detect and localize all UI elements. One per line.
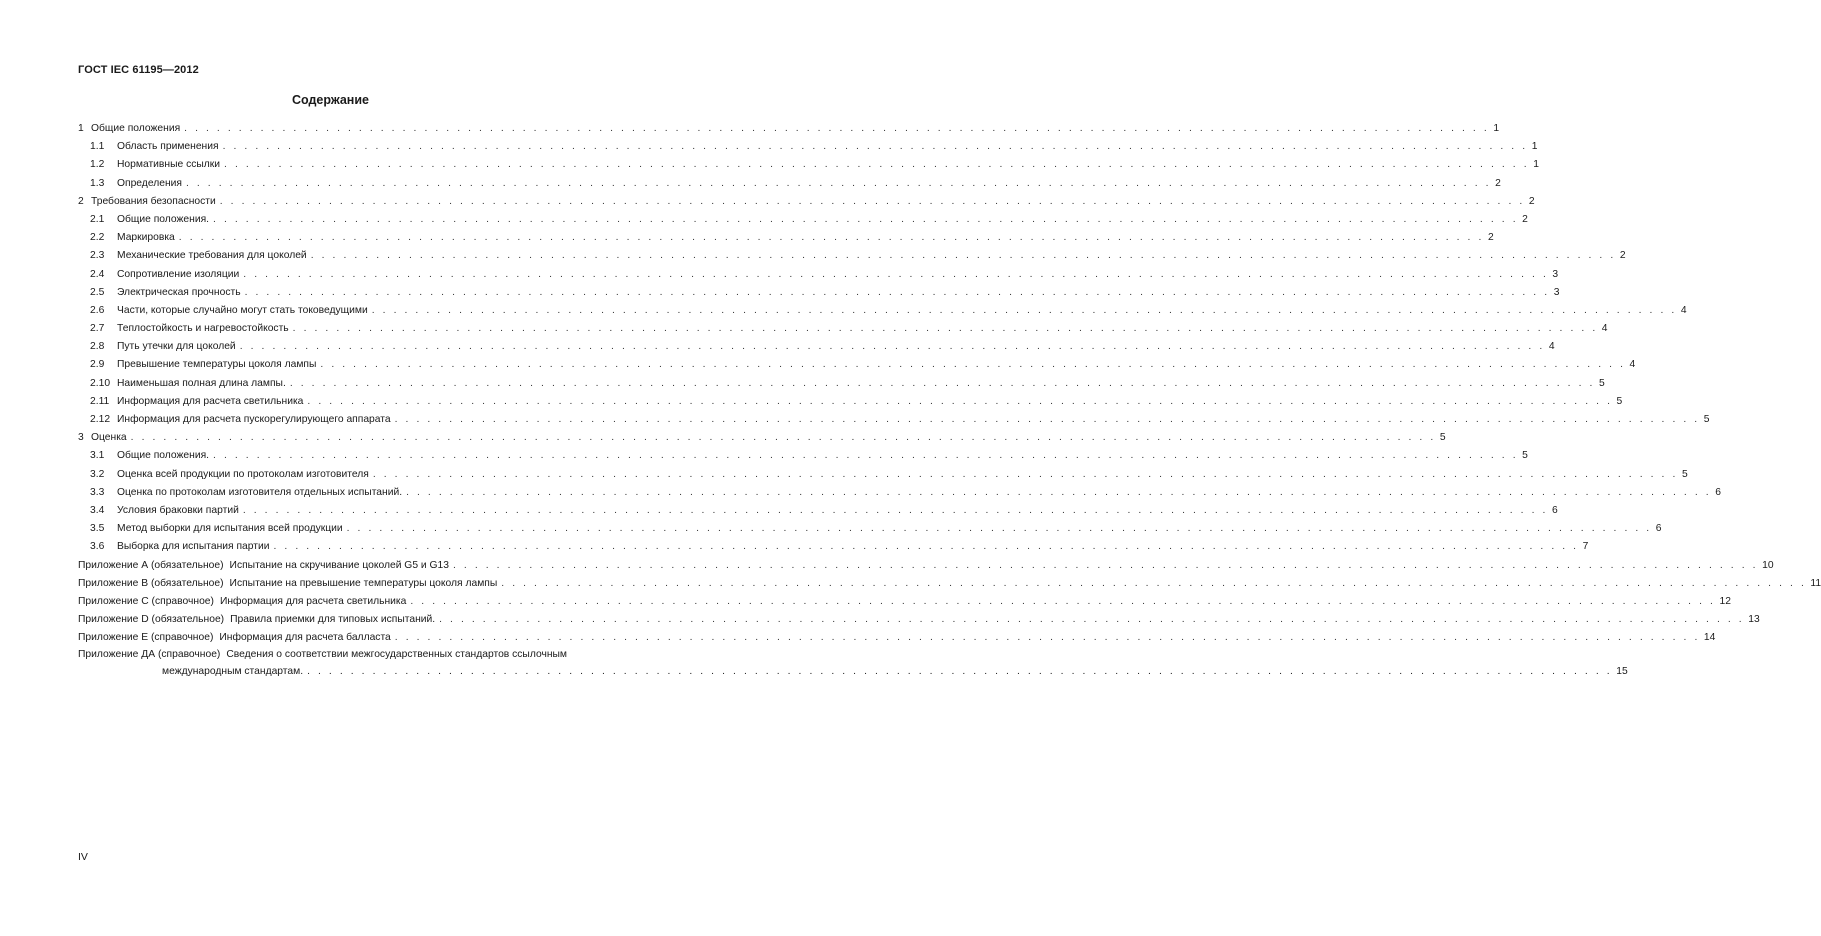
dot-leader: . . . . . . . . . . . . . . . . . . . . . . . . . . . . . . . . . . . . . . . . . . . . . . . . . . . . . . . . . . . . . . . . . . . . . . . . . . . . . . . . . . . . . . . . . . . . . . . . . . . . . . . . . . . . . . . . . . . . . . . .	[178, 232, 1484, 244]
toc-entry-title: Общие положения.	[117, 213, 210, 225]
appendix-page: 10	[1762, 559, 1774, 571]
dot-leader: . . . . . . . . . . . . . . . . . . . . . . . . . . . . . . . . . . . . . . . . . . . . . . . . . . . . . . . . . . . . . . . . . . . . . . . . . . . . . . . . . . . . . . . . . . . . . . . . . . . . . . . . . . . . . . . . . . . . . . . .	[224, 159, 1530, 171]
toc-entry[interactable]	[78, 211, 1528, 229]
dot-leader: . . . . . . . . . . . . . . . . . . . . . . . . . . . . . . . . . . . . . . . . . . . . . . . . . . . . . . . . . . . . . . . . . . . . . . . . . . . . . . . . . . . . . . . . . . . . . . . . . . . . . . . . . . . . . . . . . . . . . . . .	[219, 195, 1525, 207]
toc-entry-number: 3.1	[90, 450, 105, 462]
toc-entry-page: 2	[1528, 195, 1535, 207]
dot-leader: . . . . . . . . . . . . . . . . . . . . . . . . . . . . . . . . . . . . . . . . . . . . . . . . . . . . . . . . . . . . . . . . . . . . . . . . . . . . . . . . . . . . . . . . . . . . . . . . . . . . . . . . . . . . . . . . . . . . . . . .	[410, 595, 1716, 607]
toc-entry[interactable]	[78, 447, 1528, 465]
dot-leader: . . . . . . . . . . . . . . . . . . . . . . . . . . . . . . . . . . . . . . . . . . . . . . . . . . . . . . . . . . . . . . . . . . . . . . . . . . . . . . . . . . . . . . . . . . . . . . . . . . . . . . . . . . . . . . . . . . . . . . . .	[184, 123, 1490, 134]
dot-leader: . . . . . . . . . . . . . . . . . . . . . . . . . . . . . . . . . . . . . . . . . . . . . . . . . . . . . . . . . . . . . . . . . . . . . . . . . . . . . . . . . . . . . . . . . . . . . . . . . . . . . . . . . . . . . . . . . . . . . . . .	[307, 666, 1613, 678]
toc-entry[interactable]	[78, 266, 1559, 284]
toc-entry-page: 5	[1703, 414, 1710, 425]
toc-entry-page: 3	[1552, 268, 1559, 280]
toc-entry[interactable]	[78, 375, 1605, 393]
toc-entry-number: 2.7	[90, 323, 105, 335]
dot-leader: . . . . . . . . . . . . . . . . . . . . . . . . . . . . . . . . . . . . . . . . . . . . . . . . . . . . . . . . . . . . . . . . . . . . . . . . . . . . . . . . . . . . . . . . . . . . . . . . . . . . . . . . . . . . . . . . . . . . . . . .	[371, 304, 1677, 316]
appendix-line	[78, 663, 1628, 681]
toc-entry-title: Электрическая прочность	[117, 286, 241, 298]
appendix-page: 13	[1748, 614, 1760, 626]
toc-entry-page: 5	[1616, 395, 1623, 407]
toc-entry-number: 1.2	[90, 159, 105, 171]
appendix-label: Приложение В (обязательное)	[78, 577, 224, 589]
appendix-label: Приложение А (обязательное)	[78, 559, 224, 571]
toc-entry[interactable]	[78, 138, 1538, 156]
dot-leader: . . . . . . . . . . . . . . . . . . . . . . . . . . . . . . . . . . . . . . . . . . . . . . . . . . . . . . . . . . . . . . . . . . . . . . . . . . . . . . . . . . . . . . . . . . . . . . . . . . . . . . . . . . . . . . . . . . . . . . . .	[243, 268, 1549, 280]
dot-leader: . . . . . . . . . . . . . . . . . . . . . . . . . . . . . . . . . . . . . . . . . . . . . . . . . . . . . . . . . . . . . . . . . . . . . . . . . . . . . . . . . . . . . . . . . . . . . . . . . . . . . . . . . . . . . . . . . . . . . . . .	[239, 341, 1545, 353]
dot-leader: . . . . . . . . . . . . . . . . . . . . . . . . . . . . . . . . . . . . . . . . . . . . . . . . . . . . . . . . . . . . . . . . . . . . . . . . . . . . . . . . . . . . . . . . . . . . . . . . . . . . . . . . . . . . . . . . . . . . . . . .	[307, 395, 1613, 407]
appendix-page: 15	[1616, 666, 1628, 678]
toc-entry-title: Метод выборки для испытания всей продукции	[117, 523, 343, 535]
toc-entry-number: 3.6	[90, 541, 105, 553]
toc-entry-page: 6	[1551, 504, 1558, 516]
appendix-entry[interactable]	[78, 647, 1628, 681]
toc-entry[interactable]	[78, 120, 1500, 138]
toc-entry-page: 1	[1531, 141, 1538, 153]
toc-entry-title: Оценка	[91, 432, 127, 444]
toc-entry[interactable]	[78, 429, 1446, 447]
toc-entry-title: Общие положения	[91, 123, 181, 134]
appendix-page: 11	[1810, 577, 1821, 589]
appendix-entry[interactable]	[78, 593, 1731, 611]
dot-leader: . . . . . . . . . . . . . . . . . . . . . . . . . . . . . . . . . . . . . . . . . . . . . . . . . . . . . . . . . . . . . . . . . . . . . . . . . . . . . . . . . . . . . . . . . . . . . . . . . . . . . . . . . . . . . . . . . . . . . . . .	[406, 486, 1712, 498]
toc-entry-number: 1.1	[90, 141, 105, 153]
appendix-entry[interactable]	[78, 575, 1821, 593]
toc-entry[interactable]	[78, 284, 1560, 302]
appendix-label: Приложение Е (справочное)	[78, 632, 214, 644]
toc-entry-number: 2.5	[90, 286, 105, 298]
toc-entry[interactable]	[78, 520, 1662, 538]
dot-leader: . . . . . . . . . . . . . . . . . . . . . . . . . . . . . . . . . . . . . . . . . . . . . . . . . . . . . . . . . . . . . . . . . . . . . . . . . . . . . . . . . . . . . . . . . . . . . . . . . . . . . . . . . . . . . . . . . . . . . . . .	[394, 414, 1700, 425]
toc-entry[interactable]	[78, 338, 1555, 356]
toc-entry-page: 1	[1493, 123, 1500, 134]
document-code: ГОСТ IEC 61195—2012	[78, 64, 199, 76]
dot-leader: . . . . . . . . . . . . . . . . . . . . . . . . . . . . . . . . . . . . . . . . . . . . . . . . . . . . . . . . . . . . . . . . . . . . . . . . . . . . . . . . . . . . . . . . . . . . . . . . . . . . . . . . . . . . . . . . . . . . . . . .	[242, 504, 1548, 516]
appendix-entry[interactable]	[78, 611, 1760, 629]
toc-entry-page: 1	[1533, 159, 1539, 171]
dot-leader: . . . . . . . . . . . . . . . . . . . . . . . . . . . . . . . . . . . . . . . . . . . . . . . . . . . . . . . . . . . . . . . . . . . . . . . . . . . . . . . . . . . . . . . . . . . . . . . . . . . . . . . . . . . . . . . . . . . . . . . .	[292, 323, 1598, 335]
appendix-title: Информация для расчета балласта	[219, 632, 391, 644]
dot-leader: . . . . . . . . . . . . . . . . . . . . . . . . . . . . . . . . . . . . . . . . . . . . . . . . . . . . . . . . . . . . . . . . . . . . . . . . . . . . . . . . . . . . . . . . . . . . . . . . . . . . . . . . . . . . . . . . . . . . . . . .	[213, 450, 1519, 462]
toc-entry-title: Общие положения.	[117, 450, 210, 462]
toc-entry-title: Нормативные ссылки	[117, 159, 221, 171]
toc-entry-title: Наименьшая полная длина лампы.	[117, 377, 286, 389]
toc-entry-page: 4	[1629, 359, 1636, 371]
toc-entry-page: 4	[1680, 304, 1687, 316]
toc-entry[interactable]	[78, 320, 1608, 338]
appendix-page: 14	[1703, 632, 1716, 644]
toc-entry-number: 2.1	[90, 213, 105, 225]
appendix-entry[interactable]	[78, 557, 1774, 575]
toc-entry-title: Оценка по протоколам изготовителя отдельных испытаний.	[117, 486, 403, 498]
dot-leader: . . . . . . . . . . . . . . . . . . . . . . . . . . . . . . . . . . . . . . . . . . . . . . . . . . . . . . . . . . . . . . . . . . . . . . . . . . . . . . . . . . . . . . . . . . . . . . . . . . . . . . . . . . . . . . . . . . . . . . . .	[501, 577, 1807, 589]
toc-entry[interactable]	[78, 484, 1721, 502]
toc-entry-page: 6	[1715, 486, 1721, 498]
toc-entry-page: 5	[1681, 468, 1688, 480]
appendix-page: 12	[1719, 595, 1731, 607]
toc-entry-number: 1	[78, 123, 84, 134]
toc-entry-page: 3	[1553, 286, 1560, 298]
appendix-title: Испытание на скручивание цоколей G5 и G13	[229, 559, 449, 571]
appendix-label: Приложение ДА (справочное)	[78, 649, 221, 661]
toc-entry-number: 2.8	[90, 341, 105, 353]
dot-leader: . . . . . . . . . . . . . . . . . . . . . . . . . . . . . . . . . . . . . . . . . . . . . . . . . . . . . . . . . . . . . . . . . . . . . . . . . . . . . . . . . . . . . . . . . . . . . . . . . . . . . . . . . . . . . . . . . . . . . . . .	[130, 432, 1436, 444]
dot-leader: . . . . . . . . . . . . . . . . . . . . . . . . . . . . . . . . . . . . . . . . . . . . . . . . . . . . . . . . . . . . . . . . . . . . . . . . . . . . . . . . . . . . . . . . . . . . . . . . . . . . . . . . . . . . . . . . . . . . . . . .	[310, 250, 1616, 262]
toc-entry-page: 7	[1582, 541, 1589, 553]
toc-entry-number: 2.11	[90, 395, 110, 407]
dot-leader: . . . . . . . . . . . . . . . . . . . . . . . . . . . . . . . . . . . . . . . . . . . . . . . . . . . . . . . . . . . . . . . . . . . . . . . . . . . . . . . . . . . . . . . . . . . . . . . . . . . . . . . . . . . . . . . . . . . . . . . .	[289, 377, 1595, 389]
table-of-contents	[78, 120, 1821, 681]
dot-leader: . . . . . . . . . . . . . . . . . . . . . . . . . . . . . . . . . . . . . . . . . . . . . . . . . . . . . . . . . . . . . . . . . . . . . . . . . . . . . . . . . . . . . . . . . . . . . . . . . . . . . . . . . . . . . . . . . . . . . . . .	[244, 286, 1550, 298]
toc-entry-page: 2	[1522, 213, 1528, 225]
dot-leader: . . . . . . . . . . . . . . . . . . . . . . . . . . . . . . . . . . . . . . . . . . . . . . . . . . . . . . . . . . . . . . . . . . . . . . . . . . . . . . . . . . . . . . . . . . . . . . . . . . . . . . . . . . . . . . . . . . . . . . . .	[394, 632, 1700, 644]
toc-entry-page: 4	[1601, 323, 1608, 335]
toc-entry-title: Превышение температуры цоколя лампы	[117, 359, 317, 371]
appendix-title: Информация для расчета светильника	[219, 595, 407, 607]
toc-entry-number: 3.2	[90, 468, 105, 480]
toc-entry[interactable]	[78, 356, 1636, 374]
toc-entry-number: 2.2	[90, 232, 105, 244]
toc-entry[interactable]	[78, 466, 1688, 484]
toc-entry-page: 5	[1522, 450, 1528, 462]
dot-leader: . . . . . . . . . . . . . . . . . . . . . . . . . . . . . . . . . . . . . . . . . . . . . . . . . . . . . . . . . . . . . . . . . . . . . . . . . . . . . . . . . . . . . . . . . . . . . . . . . . . . . . . . . . . . . . . . . . . . . . . .	[452, 559, 1759, 571]
appendix-title: Сведения о соответствии межгосударственных стандартов ссылочным	[226, 649, 567, 661]
toc-entry-title: Части, которые случайно могут стать токоведущими	[117, 304, 368, 316]
page-number: IV	[78, 851, 88, 863]
toc-entry-number: 1.3	[90, 177, 105, 189]
toc-entry-number: 3.4	[90, 504, 105, 516]
toc-entry-title: Теплостойкость и нагревостойкость	[117, 323, 289, 335]
toc-entry[interactable]	[78, 538, 1589, 556]
toc-entry-title: Выборка для испытания партии	[117, 541, 270, 553]
toc-entry[interactable]	[78, 247, 1626, 265]
dot-leader: . . . . . . . . . . . . . . . . . . . . . . . . . . . . . . . . . . . . . . . . . . . . . . . . . . . . . . . . . . . . . . . . . . . . . . . . . . . . . . . . . . . . . . . . . . . . . . . . . . . . . . . . . . . . . . . . . . . . . . . .	[222, 141, 1528, 153]
toc-title: Содержание	[291, 93, 369, 107]
toc-entry-number: 2.10	[90, 377, 111, 389]
appendix-entry[interactable]	[78, 629, 1716, 647]
toc-entry-title: Механические требования для цоколей	[117, 250, 307, 262]
toc-entry-title: Маркировка	[117, 232, 175, 244]
toc-entry-number: 3.3	[90, 486, 105, 498]
dot-leader: . . . . . . . . . . . . . . . . . . . . . . . . . . . . . . . . . . . . . . . . . . . . . . . . . . . . . . . . . . . . . . . . . . . . . . . . . . . . . . . . . . . . . . . . . . . . . . . . . . . . . . . . . . . . . . . . . . . . . . . .	[213, 213, 1519, 225]
toc-entry-page: 2	[1495, 177, 1501, 189]
toc-entry-page: 4	[1548, 341, 1555, 353]
appendix-label: Приложение С (справочное)	[78, 595, 214, 607]
dot-leader: . . . . . . . . . . . . . . . . . . . . . . . . . . . . . . . . . . . . . . . . . . . . . . . . . . . . . . . . . . . . . . . . . . . . . . . . . . . . . . . . . . . . . . . . . . . . . . . . . . . . . . . . . . . . . . . . . . . . . . . .	[346, 523, 1652, 535]
dot-leader: . . . . . . . . . . . . . . . . . . . . . . . . . . . . . . . . . . . . . . . . . . . . . . . . . . . . . . . . . . . . . . . . . . . . . . . . . . . . . . . . . . . . . . . . . . . . . . . . . . . . . . . . . . . . . . . . . . . . . . . .	[185, 177, 1492, 189]
toc-entry-number: 2.6	[90, 304, 105, 316]
toc-entry-number: 2.9	[90, 359, 105, 371]
toc-entry-title: Путь утечки для цоколей	[117, 341, 236, 353]
toc-entry-title: Определения	[117, 177, 182, 189]
toc-entry-number: 3	[78, 432, 84, 444]
toc-entry[interactable]	[78, 502, 1558, 520]
toc-entry-page: 5	[1439, 432, 1446, 444]
toc-entry-number: 2.4	[90, 268, 105, 280]
toc-entry-number: 2.3	[90, 250, 105, 262]
toc-entry-title: Оценка всей продукции по протоколам изготовителя	[117, 468, 369, 480]
toc-entry-page: 2	[1487, 232, 1494, 244]
dot-leader: . . . . . . . . . . . . . . . . . . . . . . . . . . . . . . . . . . . . . . . . . . . . . . . . . . . . . . . . . . . . . . . . . . . . . . . . . . . . . . . . . . . . . . . . . . . . . . . . . . . . . . . . . . . . . . . . . . . . . . . .	[372, 468, 1678, 480]
toc-entry-number: 2.12	[90, 414, 111, 425]
appendix-label: Приложение D (обязательное)	[78, 614, 225, 626]
appendix-line	[78, 647, 614, 663]
appendix-title-continued: международным стандартам.	[162, 666, 304, 678]
toc-entry[interactable]	[78, 193, 1535, 211]
appendix-title: Испытание на превышение температуры цоколя лампы	[229, 577, 498, 589]
dot-leader: . . . . . . . . . . . . . . . . . . . . . . . . . . . . . . . . . . . . . . . . . . . . . . . . . . . . . . . . . . . . . . . . . . . . . . . . . . . . . . . . . . . . . . . . . . . . . . . . . . . . . . . . . . . . . . . . . . . . . . . .	[439, 614, 1745, 626]
toc-entry-title: Требования безопасности	[91, 195, 216, 207]
toc-entry-title: Сопротивление изоляции	[117, 268, 240, 280]
toc-entry[interactable]	[78, 393, 1623, 411]
toc-entry-page: 2	[1619, 250, 1626, 262]
toc-entry[interactable]	[78, 175, 1501, 193]
toc-entry[interactable]	[78, 302, 1687, 320]
toc-entry[interactable]	[78, 229, 1494, 247]
toc-entry-number: 2	[78, 195, 84, 207]
toc-entry[interactable]	[78, 411, 1710, 429]
toc-entry-page: 6	[1655, 523, 1662, 535]
toc-entry-number: 3.5	[90, 523, 105, 535]
toc-entry-title: Условия браковки партий	[117, 504, 239, 516]
toc-entry-title: Информация для расчета пускорегулирующего аппарата	[117, 414, 391, 425]
toc-entry-title: Информация для расчета светильника	[117, 395, 304, 407]
dot-leader: . . . . . . . . . . . . . . . . . . . . . . . . . . . . . . . . . . . . . . . . . . . . . . . . . . . . . . . . . . . . . . . . . . . . . . . . . . . . . . . . . . . . . . . . . . . . . . . . . . . . . . . . . . . . . . . . . . . . . . . .	[273, 541, 1579, 553]
toc-entry[interactable]	[78, 156, 1539, 174]
appendix-title: Правила приемки для типовых испытаний.	[230, 614, 436, 626]
toc-entry-title: Область применения	[117, 141, 219, 153]
toc-entry-page: 5	[1598, 377, 1605, 389]
dot-leader: . . . . . . . . . . . . . . . . . . . . . . . . . . . . . . . . . . . . . . . . . . . . . . . . . . . . . . . . . . . . . . . . . . . . . . . . . . . . . . . . . . . . . . . . . . . . . . . . . . . . . . . . . . . . . . . . . . . . . . . .	[320, 359, 1626, 371]
